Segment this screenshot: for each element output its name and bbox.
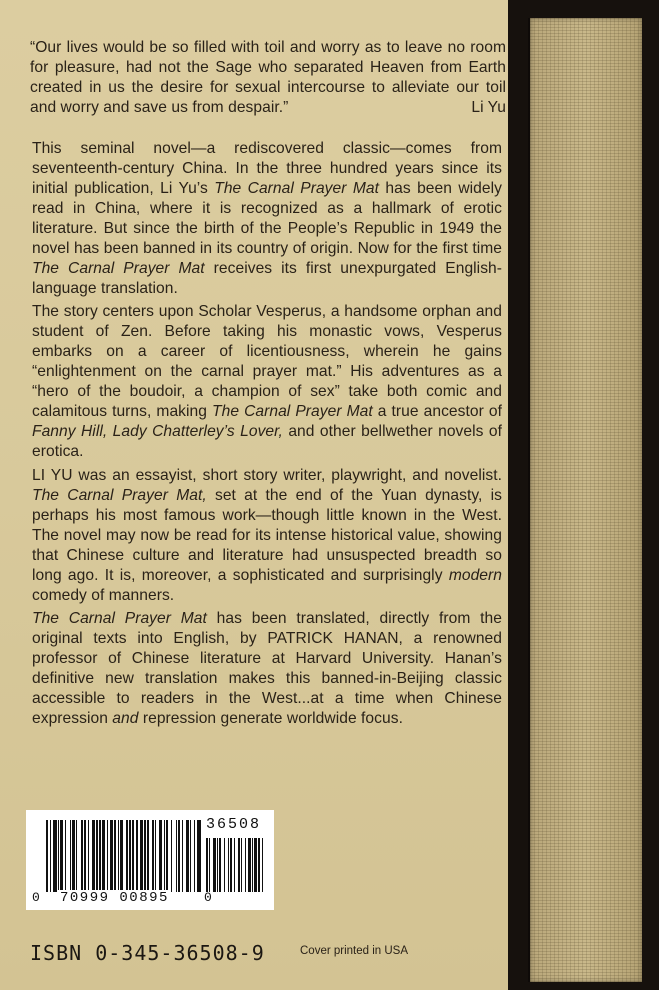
barcode-bar xyxy=(159,820,163,892)
barcode-bar xyxy=(46,820,48,892)
upc-barcode xyxy=(46,820,198,892)
quote-text: “Our lives would be so filled with toil and worry as to leave no room for pleasure, had not the Sage who separated Heaven from Earth created in us the desire for sexual intercourse to alleviate our toil and worry and save us from despair.” xyxy=(30,39,506,116)
barcode-bar xyxy=(126,820,127,892)
paragraph-translator: The Carnal Prayer Mat has been translated, directly from the original texts into English, by PATRICK HANAN, a renowned professor of Chinese literature at Harvard University. Hanan’s definitive new translation makes this banned-in-Beijing classic accessible to readers in the West...at a time when Chinese expression and repression generate worldwide focus. xyxy=(32,610,502,727)
barcode-bar xyxy=(186,820,188,892)
barcode-bar xyxy=(219,838,221,892)
barcode-bar xyxy=(155,820,156,892)
barcode-bar xyxy=(224,838,225,892)
barcode-bar xyxy=(96,820,97,892)
paragraph-author: LI YU was an essayist, short story writer, playwright, and novelist. The Carnal Prayer Mat, set at the end of the Yuan dynasty, is perhaps his most famous work—though little known in the West. The novel may now be read for its intense historical value, showing that Chinese culture and literature had unsuspected breadth so long ago. It is, moreover, a sophisticated and surprisingly modern comedy of manners. xyxy=(32,467,502,604)
barcode-bar xyxy=(206,838,208,892)
barcode-bar xyxy=(262,838,263,892)
barcode-bar xyxy=(129,820,131,892)
barcode-bar xyxy=(120,820,122,892)
barcode-bar xyxy=(254,838,256,892)
barcode-bar xyxy=(84,820,85,892)
barcode-bar xyxy=(81,820,83,892)
barcode-bar xyxy=(50,820,51,892)
barcode-bar xyxy=(60,820,62,892)
barcode-bar xyxy=(118,820,119,892)
barcode-bar xyxy=(190,820,191,892)
barcode-bar xyxy=(152,820,154,892)
upc-left-digit: 0 xyxy=(32,890,40,905)
barcode-bar xyxy=(65,820,66,892)
barcode-bar xyxy=(114,820,115,892)
barcode-bar xyxy=(197,820,201,892)
printed-in-usa: Cover printed in USA xyxy=(300,945,409,957)
barcode-bar xyxy=(88,820,89,892)
barcode-bar xyxy=(53,820,57,892)
barcode-bar xyxy=(166,820,168,892)
barcode-bar xyxy=(238,838,240,892)
barcode-bar xyxy=(92,820,96,892)
barcode-bar xyxy=(70,820,71,892)
barcode-bar xyxy=(213,838,216,892)
barcode-bar xyxy=(230,838,232,892)
barcode-bar xyxy=(110,820,114,892)
barcode-bar xyxy=(182,820,183,892)
spine-texture-panel xyxy=(528,18,642,982)
quote-attribution: Li Yu xyxy=(471,99,506,116)
barcode-bar xyxy=(258,838,260,892)
barcode-bar xyxy=(99,820,101,892)
barcode-bar xyxy=(176,820,177,892)
barcode-bar xyxy=(72,820,74,892)
barcode-bar xyxy=(228,838,229,892)
barcode-bar xyxy=(178,820,180,892)
barcode-bar xyxy=(140,820,144,892)
barcode-bar xyxy=(76,820,77,892)
epigraph-quote xyxy=(30,38,506,118)
barcode-bar xyxy=(241,838,242,892)
barcode-bar xyxy=(194,820,195,892)
barcode-bar xyxy=(132,820,133,892)
barcode-bar xyxy=(144,820,145,892)
barcode-bar xyxy=(245,838,246,892)
barcode-bar xyxy=(252,838,253,892)
barcode-bar xyxy=(164,820,165,892)
barcode-bar xyxy=(147,820,149,892)
barcode-bar xyxy=(248,838,251,892)
upc-main-digits: 70999 00895 xyxy=(60,890,169,906)
upc-right-digit: 0 xyxy=(204,890,212,905)
isbn-number: ISBN 0-345-36508-9 xyxy=(30,941,265,965)
paragraph-intro: This seminal novel—a rediscovered classic—comes from seventeenth-century China. In the three hundred years since its initial publication, Li Yu’s The Carnal Prayer Mat has been widely read in China, where it is recognized as a hallmark of erotic literature. But since the birth of the People’s Republic in 1949 the novel has been banned in its country of origin. Now for the first time The Carnal Prayer Mat receives its first unexpurgated English-language translation. xyxy=(32,140,503,297)
paragraph-story: The story centers upon Scholar Vesperus, a handsome orphan and student of Zen. Before taking his monastic vows, Vesperus embarks on a career of licentiousness, wherein he gains “enlightenment on the carnal prayer mat.” His adventures as a “hero of the boudoir, a champion of sex” take both comic and calamitous turns, making The Carnal Prayer Mat a true ancestor of Fanny Hill, Lady Chatterley’s Lover, and other bellwether novels of erotica. xyxy=(32,303,502,460)
barcode-bar xyxy=(171,820,172,892)
barcode-bar xyxy=(217,838,218,892)
barcode-bar xyxy=(234,838,235,892)
barcode-bar xyxy=(102,820,104,892)
addon-number: 36508 xyxy=(206,816,262,833)
barcode-bar xyxy=(58,820,59,892)
barcode-bar xyxy=(209,838,210,892)
barcode-bar xyxy=(107,820,108,892)
barcode-bar xyxy=(136,820,138,892)
addon-barcode xyxy=(206,838,266,892)
